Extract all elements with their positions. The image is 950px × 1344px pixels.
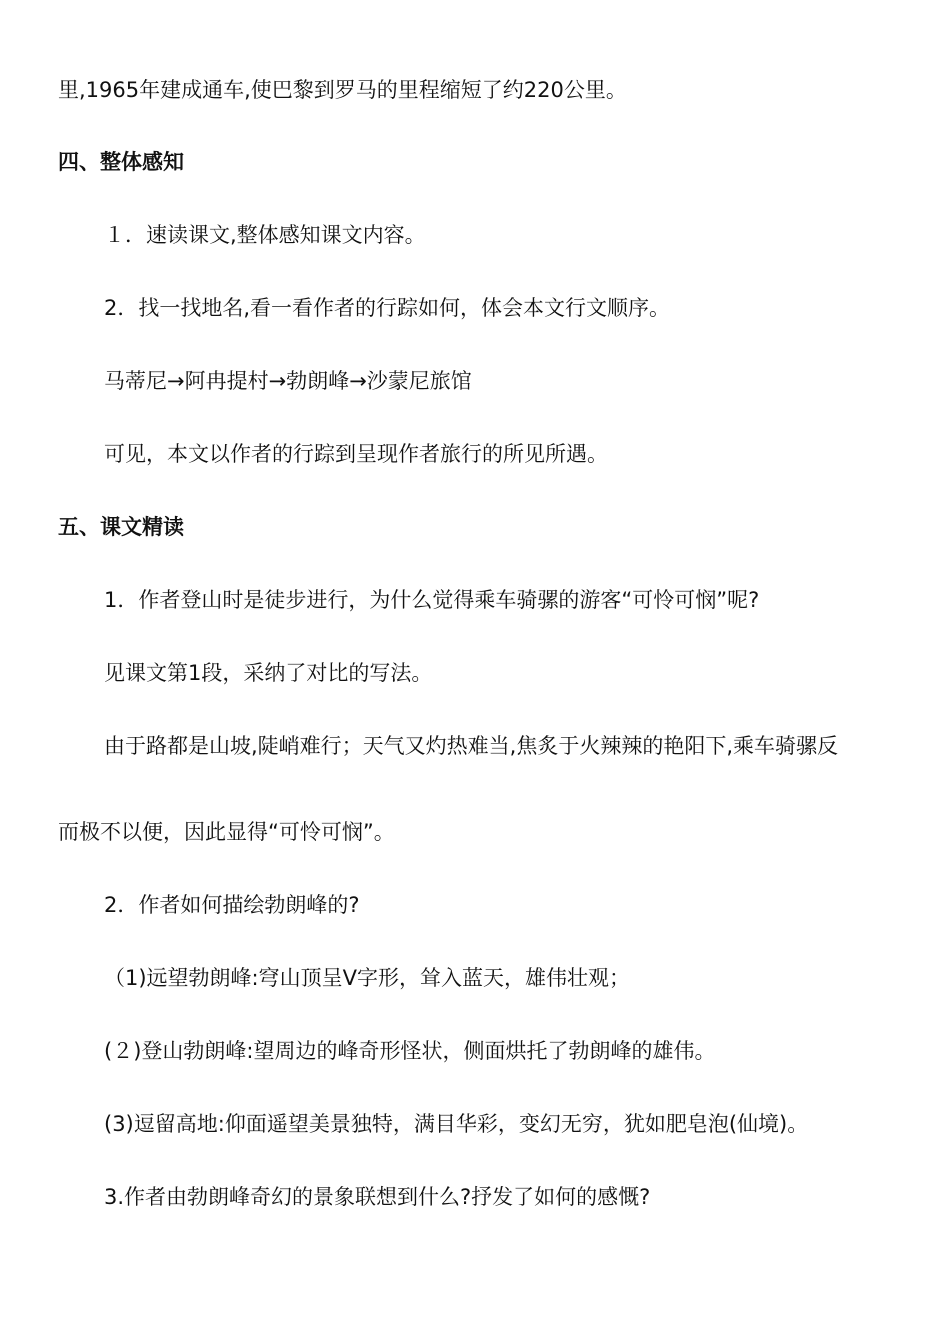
- paragraph-line: 3.作者由勃朗峰奇幻的景象联想到什么?抒发了如何的感慨?: [104, 1185, 651, 1209]
- paragraph-line: 见课文第1段，采纳了对比的写法。: [104, 661, 433, 685]
- paragraph-line: 马蒂尼→阿冉提村→勃朗峰→沙蒙尼旅馆: [104, 369, 472, 393]
- paragraph-line: 由于路都是山坡,陡峭难行；天气又灼热难当,焦炙于火辣辣的艳阳下,乘车骑骡反: [104, 734, 839, 758]
- paragraph-line: 而极不以便，因此显得“可怜可悯”。: [58, 820, 395, 844]
- paragraph-line: (3)逗留高地:仰面遥望美景独特，满目华彩，变幻无穷，犹如肥皂泡(仙境)。: [104, 1112, 809, 1136]
- paragraph-line: (２)登山勃朗峰:望周边的峰奇形怪状，侧面烘托了勃朗峰的雄伟。: [104, 1039, 716, 1063]
- section-heading: 四、整体感知: [58, 150, 184, 174]
- paragraph-line: １．速读课文,整体感知课文内容。: [104, 223, 426, 247]
- paragraph-line: 可见，本文以作者的行踪到呈现作者旅行的所见所遇。: [104, 442, 608, 466]
- paragraph-line: （1)远望勃朗峰:穹山顶呈V字形，耸入蓝天，雄伟壮观；: [104, 966, 630, 990]
- paragraph-line: 1．作者登山时是徒步进行，为什么觉得乘车骑骡的游客“可怜可悯”呢?: [104, 588, 760, 612]
- paragraph-line: 2．找一找地名,看一看作者的行踪如何，体会本文行文顺序。: [104, 296, 671, 320]
- paragraph-line: 里,1965年建成通车,使巴黎到罗马的里程缩短了约220公里。: [58, 78, 627, 102]
- section-heading: 五、课文精读: [58, 515, 184, 539]
- paragraph-line: 2．作者如何描绘勃朗峰的?: [104, 893, 360, 917]
